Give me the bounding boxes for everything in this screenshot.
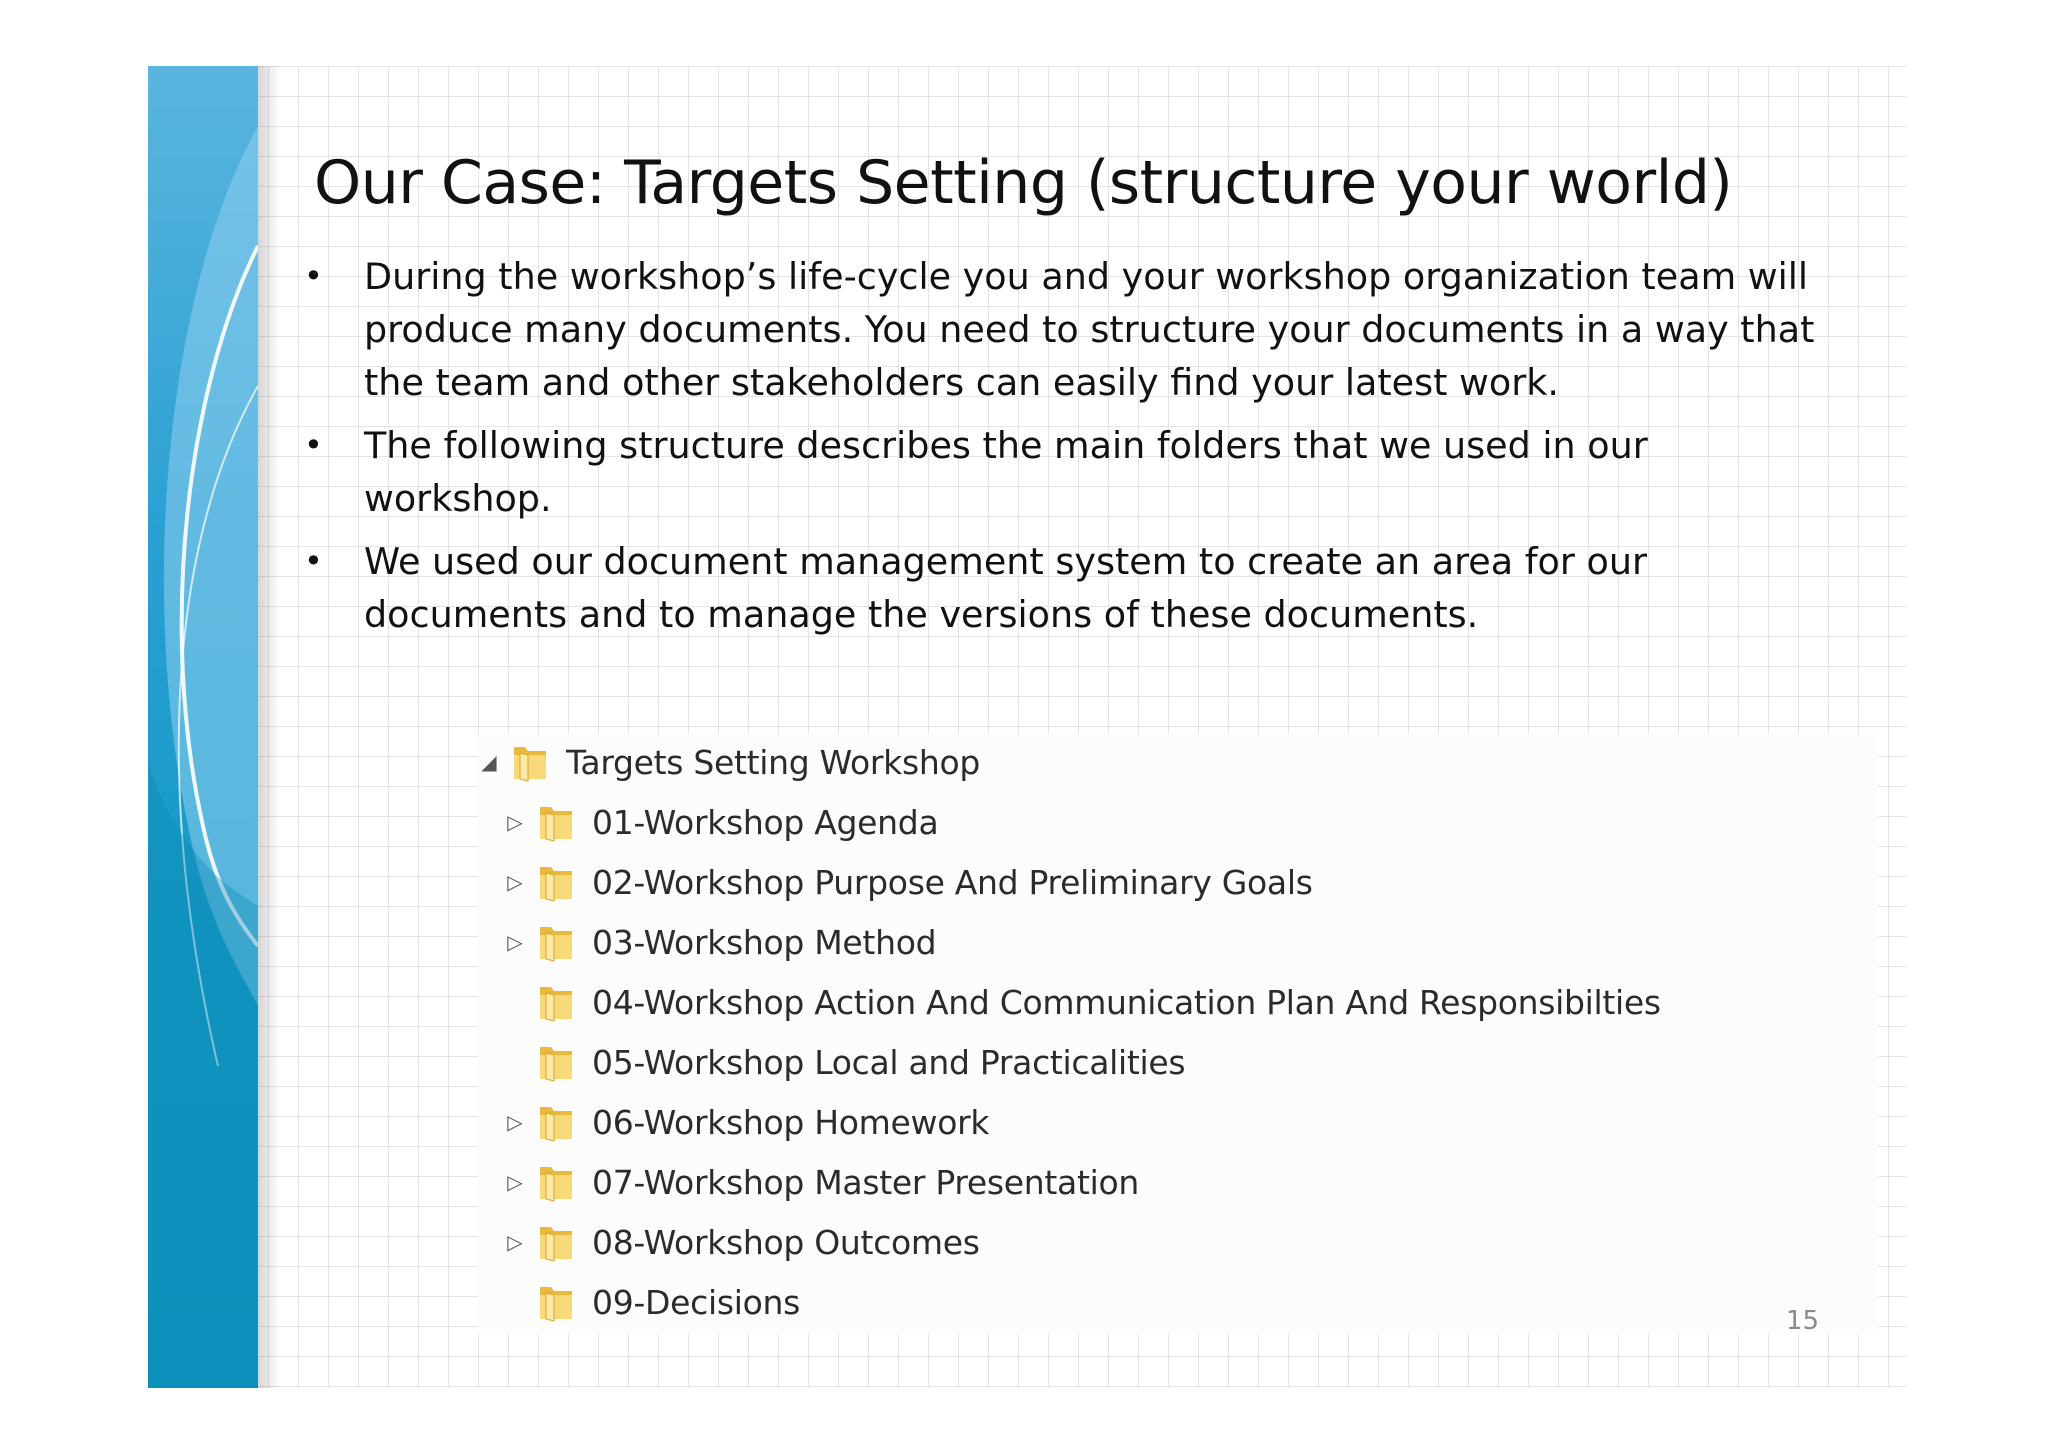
slide [148,66,1906,1388]
folder-icon [536,1161,576,1203]
folder-label: 02-Workshop Purpose And Preliminary Goals [592,862,1313,902]
tree-row-folder[interactable] [504,854,1313,910]
folder-label: 09-Decisions [592,1282,800,1322]
tree-row-folder[interactable] [504,914,936,970]
folder-icon [536,861,576,903]
folder-icon [510,741,550,783]
tree-row-folder[interactable] [504,1214,980,1270]
bullet-item [294,419,1834,525]
tree-row-folder[interactable] [504,974,1661,1030]
bullet-text: The following structure describes the main folders that we used in our workshop. [364,424,1648,520]
collapsed-arrow-icon[interactable]: ▷ [507,810,523,834]
side-band-shadow [258,66,280,1388]
collapsed-arrow-icon[interactable]: ▷ [507,1230,523,1254]
folder-icon [536,981,576,1023]
folder-icon [536,1041,576,1083]
folder-label: 01-Workshop Agenda [592,802,939,842]
slide-title: Our Case: Targets Setting (structure your world) [314,148,1733,218]
bullet-marker: • [304,257,323,295]
tree-row-folder[interactable] [504,1154,1139,1210]
tree-row-folder[interactable] [504,1094,989,1150]
bullet-item [294,250,1834,409]
tree-row-folder[interactable] [504,794,938,850]
bullet-marker: • [304,426,323,464]
collapsed-arrow-icon[interactable]: ▷ [507,930,523,954]
decorative-side-band [148,66,258,1388]
folder-label: 05-Workshop Local and Practicalities [592,1042,1186,1082]
bullet-marker: • [304,542,323,580]
tree-root-label: Targets Setting Workshop [566,742,981,782]
folder-icon [536,921,576,963]
expand-arrow-icon[interactable]: ◢ [481,750,497,774]
folder-label: 04-Workshop Action And Communication Plan And Responsibilties [592,982,1661,1022]
folder-icon [536,1281,576,1323]
page-number: 15 [1786,1306,1820,1336]
tree-row-root[interactable] [478,734,980,790]
tree-row-folder[interactable] [504,1274,800,1330]
folder-label: 08-Workshop Outcomes [592,1222,980,1262]
collapsed-arrow-icon[interactable]: ▷ [507,1170,523,1194]
collapsed-arrow-icon[interactable]: ▷ [507,870,523,894]
bullet-list [294,250,1834,651]
folder-label: 03-Workshop Method [592,922,937,962]
folder-tree-screenshot [478,734,1878,1334]
bullet-item [294,535,1834,641]
folder-label: 07-Workshop Master Presentation [592,1162,1139,1202]
folder-icon [536,801,576,843]
folder-label: 06-Workshop Homework [592,1102,990,1142]
bullet-text: During the workshop’s life-cycle you and your workshop organization team will produce many documents. You need to structure your documents in a way that the team and other stakeholders can easily find your latest work. [364,255,1815,404]
tree-row-folder[interactable] [504,1034,1185,1090]
folder-icon [536,1101,576,1143]
swoosh-decoration [148,66,258,1388]
bullet-text: We used our document management system to create an area for our documents and to manage the versions of these documents. [364,540,1647,636]
collapsed-arrow-icon[interactable]: ▷ [507,1110,523,1134]
folder-icon [536,1221,576,1263]
